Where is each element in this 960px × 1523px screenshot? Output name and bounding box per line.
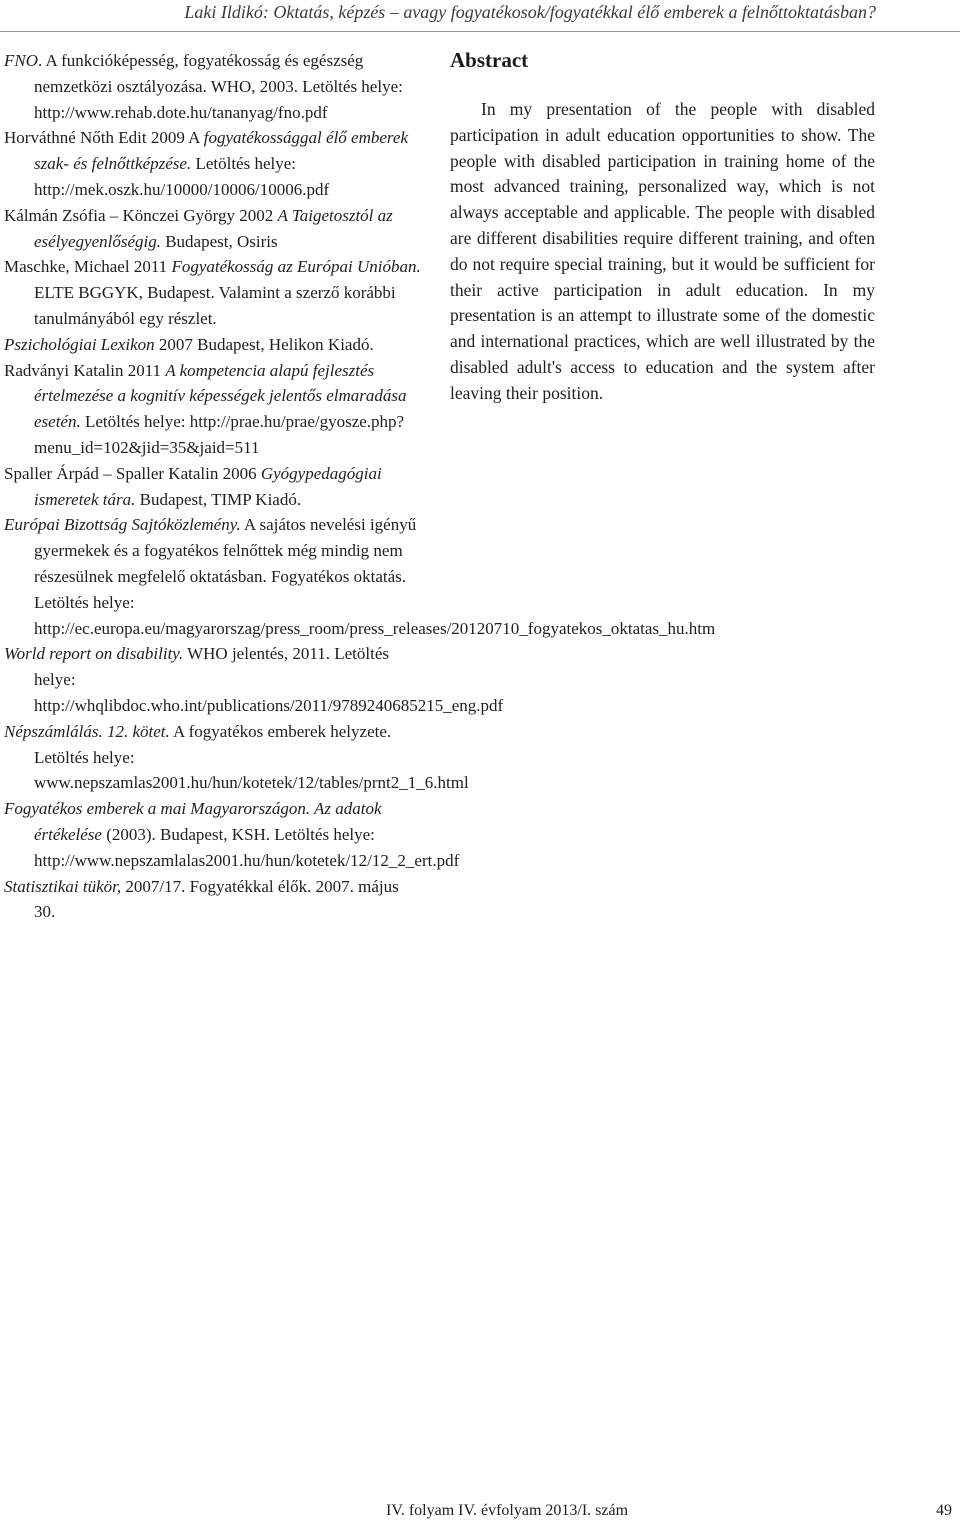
reference-text: . A funkcióképesség, fogyatékosság és egészség nemzetközi osztályozása. WHO, 2003. Letöltés helye: http://www.rehab.dote.hu/tananyag/fno.pdf [34, 51, 403, 122]
reference-item [4, 874, 424, 926]
reference-item [4, 203, 424, 255]
page-number: 49 [936, 1502, 952, 1519]
header-divider [0, 31, 960, 32]
reference-text: Horváthné Nőth Edit 2009 A [4, 128, 204, 148]
reference-text: A fogyatékos emberek helyzete. Letöltés helye: www.nepszamlas2001.hu/hun/kotetek/12/tables/prnt2_1_6.html [34, 721, 469, 793]
reference-text: World report on disability. [4, 644, 184, 664]
abstract-section [450, 48, 875, 407]
reference-text: Budapest, Osiris [160, 231, 278, 251]
reference-item [4, 719, 469, 796]
reference-item [4, 641, 504, 718]
reference-text: Maschke, Michael 2011 [4, 257, 172, 277]
page-footer [0, 1502, 960, 1522]
reference-item [4, 332, 424, 358]
reference-text: Kálmán Zsófia – Könczei György 2002 [4, 205, 278, 225]
reference-item [4, 48, 424, 125]
reference-item [4, 125, 424, 202]
reference-text: fogyatékossággal élő emberek szak- és felnőttképzése. [34, 128, 408, 174]
reference-text: 2007/17. Fogyatékkal élők. 2007. május 30. [34, 876, 399, 922]
reference-text: Népszámlálás. 12. kötet. [4, 721, 170, 741]
issue-info: IV. folyam IV. évfolyam 2013/I. szám [386, 1502, 629, 1519]
reference-text: FNO [4, 51, 38, 70]
reference-text: Spaller Árpád – Spaller Katalin 2006 [4, 463, 261, 483]
reference-text: Pszichológiai Lexikon [4, 334, 155, 354]
reference-item [4, 358, 424, 461]
reference-text: (2003). Budapest, KSH. Letöltés helye: http://www.nepszamlalas2001.hu/hun/kotetek/12/12_2_ert.pdf [34, 824, 460, 870]
reference-text: 2007 Budapest, Helikon Kiadó. [154, 334, 374, 354]
abstract-heading: Abstract [450, 48, 529, 72]
reference-item [4, 461, 424, 513]
reference-text: Statisztikai tükör, [4, 876, 122, 896]
reference-text: Fogyatékos emberek a mai Magyarországon. Az adatok értékelése [4, 799, 382, 844]
reference-text: Letöltés helye: http://mek.oszk.hu/10000/10006/10006.pdf [34, 154, 330, 199]
reference-text: A kompetencia alapú fejlesztés értelmezése a kognitív képességek jelentős elmaradása esetén. [34, 360, 407, 432]
reference-text: Letöltés helye: http://prae.hu/prae/gyosze.php?menu_id=102&jid=35&jaid=511 [34, 412, 405, 457]
reference-text: A Taigetosztól az esélyegyenlőségig. [34, 205, 393, 251]
running-header: Laki Ildikó: Oktatás, képzés – avagy fogyatékosok/fogyatékkal élő emberek a felnőttoktatásban? [184, 2, 876, 22]
reference-text: Gyógypedagógiai ismeretek tára. [34, 463, 382, 509]
reference-text: Európai Bizottság Sajtóközlemény. [4, 515, 241, 535]
reference-text: ELTE BGGYK, Budapest. Valamint a szerző korábbi tanulmányából egy részlet. [34, 283, 396, 328]
reference-text: A sajátos nevelési igényű gyermekek és a fogyatékos felnőttek még mindig nem részesülnek megfelelő oktatásban. Fogyatékos oktatás. Letöltés helye: http://ec.europa.eu/magyarorszag/press_room/press_releases/20120710_fogyatekos_oktatas_hu.htm [34, 515, 716, 638]
reference-text: WHO jelentés, 2011. Letöltés helye: http://whqlibdoc.who.int/publications/2011/9789240685215_eng.pdf [34, 644, 504, 715]
reference-item [4, 512, 716, 641]
reference-text: Budapest, TIMP Kiadó. [135, 489, 302, 509]
reference-text: Fogyatékosság az Európai Unióban. [171, 257, 421, 277]
reference-item [4, 796, 460, 873]
reference-item [4, 254, 424, 331]
reference-text: Radványi Katalin 2011 [4, 360, 166, 380]
abstract-body: In my presentation of the people with disabled participation in adult education opportunities to show. The people with disabled participation in training home of the most advanced training, personalized way, which is not always acceptable and applicable. The people with disabled are different disabilities require different training, and often do not require special training, but it would be sufficient for their active participation in adult education. In my presentation is an attempt to illustrate some of the domestic and international practices, which are well illustrated by the disabled adult's access to education and the system after leaving their position. [450, 99, 875, 403]
